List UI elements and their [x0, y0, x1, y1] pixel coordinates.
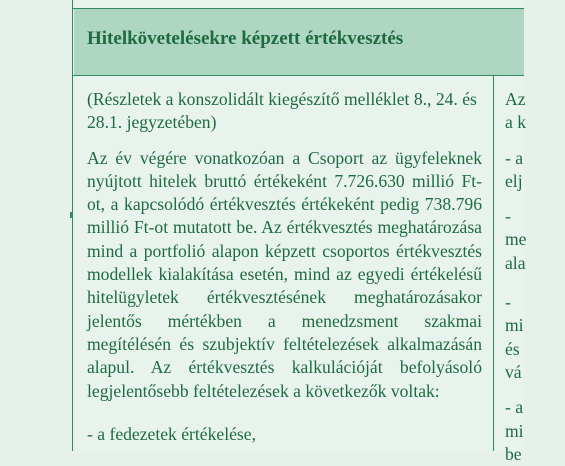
column-divider	[493, 76, 494, 451]
right-line: mi	[505, 420, 524, 441]
right-line: - a	[505, 147, 524, 168]
audit-response-column	[505, 88, 565, 466]
right-line: Az	[505, 89, 526, 109]
margin-tick	[70, 212, 73, 218]
right-line: elj	[505, 170, 523, 191]
table-top-border	[72, 8, 524, 9]
table-left-border	[72, 0, 73, 451]
right-line: a k	[505, 112, 527, 133]
right-line: mi	[505, 315, 524, 336]
right-line: me	[505, 229, 527, 250]
right-line: vá	[505, 361, 522, 382]
assumption-bullet: - a fedezetek értékelése,	[87, 423, 256, 444]
header-bottom-border	[72, 75, 524, 76]
description-paragraph: Az év végére vonatkozóan a Csoport az ügyfeleknek nyújtott hitelek bruttó értékeként 7.726.630 millió Ft-ot, a kapcsolódó értékvesztés értékeként pedig 738.796 millió Ft-ot mutatott be. Az értékvesztés meghatározása mind a portfolió alapon képzett csoportos értékvesztés modellek kialakítása esetén, mind az egyedi értékelésű hitelügyletek értékvesztésének meghatározásakor jelentős mértékben a menedzsment szakmai megítélésén és szubjektív feltételezések alkalmazásán alapul. Az értékvesztés kalkulációját befolyásoló legjelentősebb feltételezések a következők voltak:	[87, 147, 482, 401]
right-line: be	[505, 443, 522, 464]
right-line: -	[505, 206, 511, 227]
section-title: Hitelkövetelésekre képzett értékvesztés	[87, 28, 404, 49]
reference-note: (Részletek a konszolidált kiegészítő melléklet 8., 24. és 28.1. jegyzetében)	[87, 89, 477, 133]
right-line: ala	[505, 252, 526, 273]
right-line: -	[505, 292, 511, 313]
right-line: és	[505, 338, 520, 359]
right-line: - a	[505, 397, 524, 418]
key-matter-description	[87, 88, 482, 446]
